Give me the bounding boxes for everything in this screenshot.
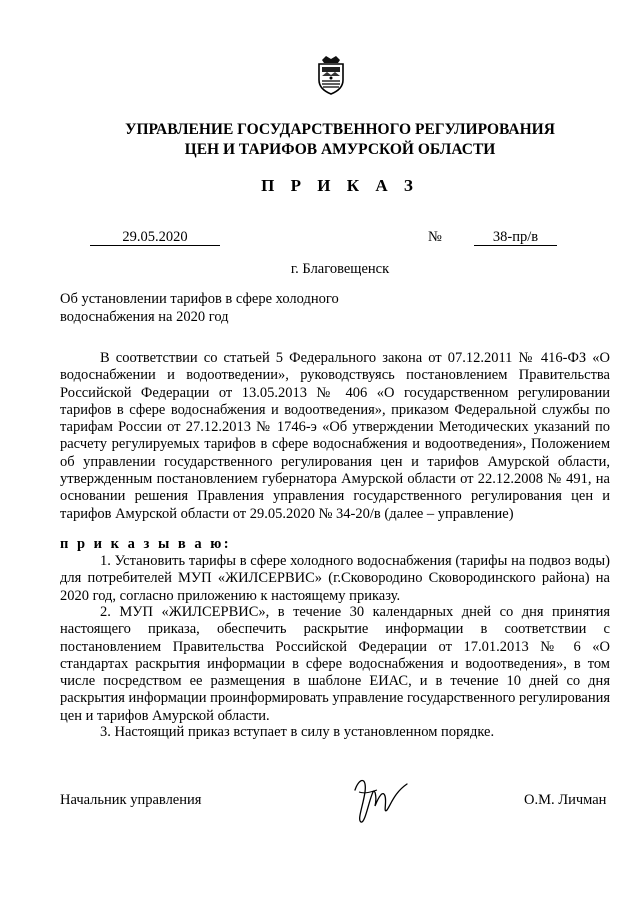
order-item-3: 3. Настоящий приказ вступает в силу в установленном порядке. (100, 724, 495, 740)
handwritten-signature (345, 770, 415, 828)
document-subject: Об установлении тарифов в сфере холодного водоснабжения на 2020 год (60, 291, 339, 325)
signatory-position: Начальник управления (60, 792, 202, 808)
number-label: № (428, 229, 442, 245)
order-word: п р и к а з ы в а ю: (60, 536, 232, 552)
city: г. Благовещенск (290, 261, 390, 277)
document-date: 29.05.2020 (90, 229, 220, 246)
document-number: 38-пр/в (474, 229, 557, 246)
document-type: П Р И К А З (261, 176, 419, 195)
order-item-2: 2. МУП «ЖИЛСЕРВИС», в течение 30 календарных дней со дня принятия настоящего приказа, обеспечить раскрытие информации в соответствии с постановлением Правительства Российской Федерации от 17.01.2013 № 6 «О стандартах раскрытия информации в сфере водоснабжения и водоотведения», в том числе посредством ее размещения в шаблоне ЕИАС, и в течение 10 дней со дня раскрытия информации проинформировать управление государственного регулирования цен и тарифов Амурской области. (60, 604, 611, 724)
signatory-name: О.М. Личман (524, 792, 607, 808)
preamble-paragraph: В соответствии со статьей 5 Федерального закона от 07.12.2011 № 416-ФЗ «О водоснабжении и водоотведении», руководствуясь постановлением Правительства Российской Федерации от 13.05.2013 № 406 «О государственном регулировании тарифов в сфере водоснабжения и водоотведения», приказом Федеральной службы по тарифам России от 27.12.2013 № 1746-э «Об утверждении Методических указаний по расчету регулируемых тарифов в сфере водоснабжения и водоотведения», Положением об управлении государственного регулирования цен и тарифов Амурской области, утвержденным постановлением губернатора Амурской области от 22.12.2008 № 491, на основании решения Правления управления государственного регулирования цен и тарифов Амурской области от 29.05.2020 № 34-20/в (далее – управление) (60, 350, 610, 522)
agency-name-line2: ЦЕН И ТАРИФОВ АМУРСКОЙ ОБЛАСТИ (184, 141, 496, 158)
coat-of-arms-icon (314, 54, 348, 96)
order-item-1: 1. Установить тарифы в сфере холодного водоснабжения (тарифы на подвоз воды) для потребителей МУП «ЖИЛСЕРВИС» (г.Сковородино Сковородинского района) на 2020 год, согласно приложению к настоящему приказу. (60, 553, 610, 604)
agency-name-line1: УПРАВЛЕНИЕ ГОСУДАРСТВЕННОГО РЕГУЛИРОВАНИЯ (125, 121, 555, 138)
